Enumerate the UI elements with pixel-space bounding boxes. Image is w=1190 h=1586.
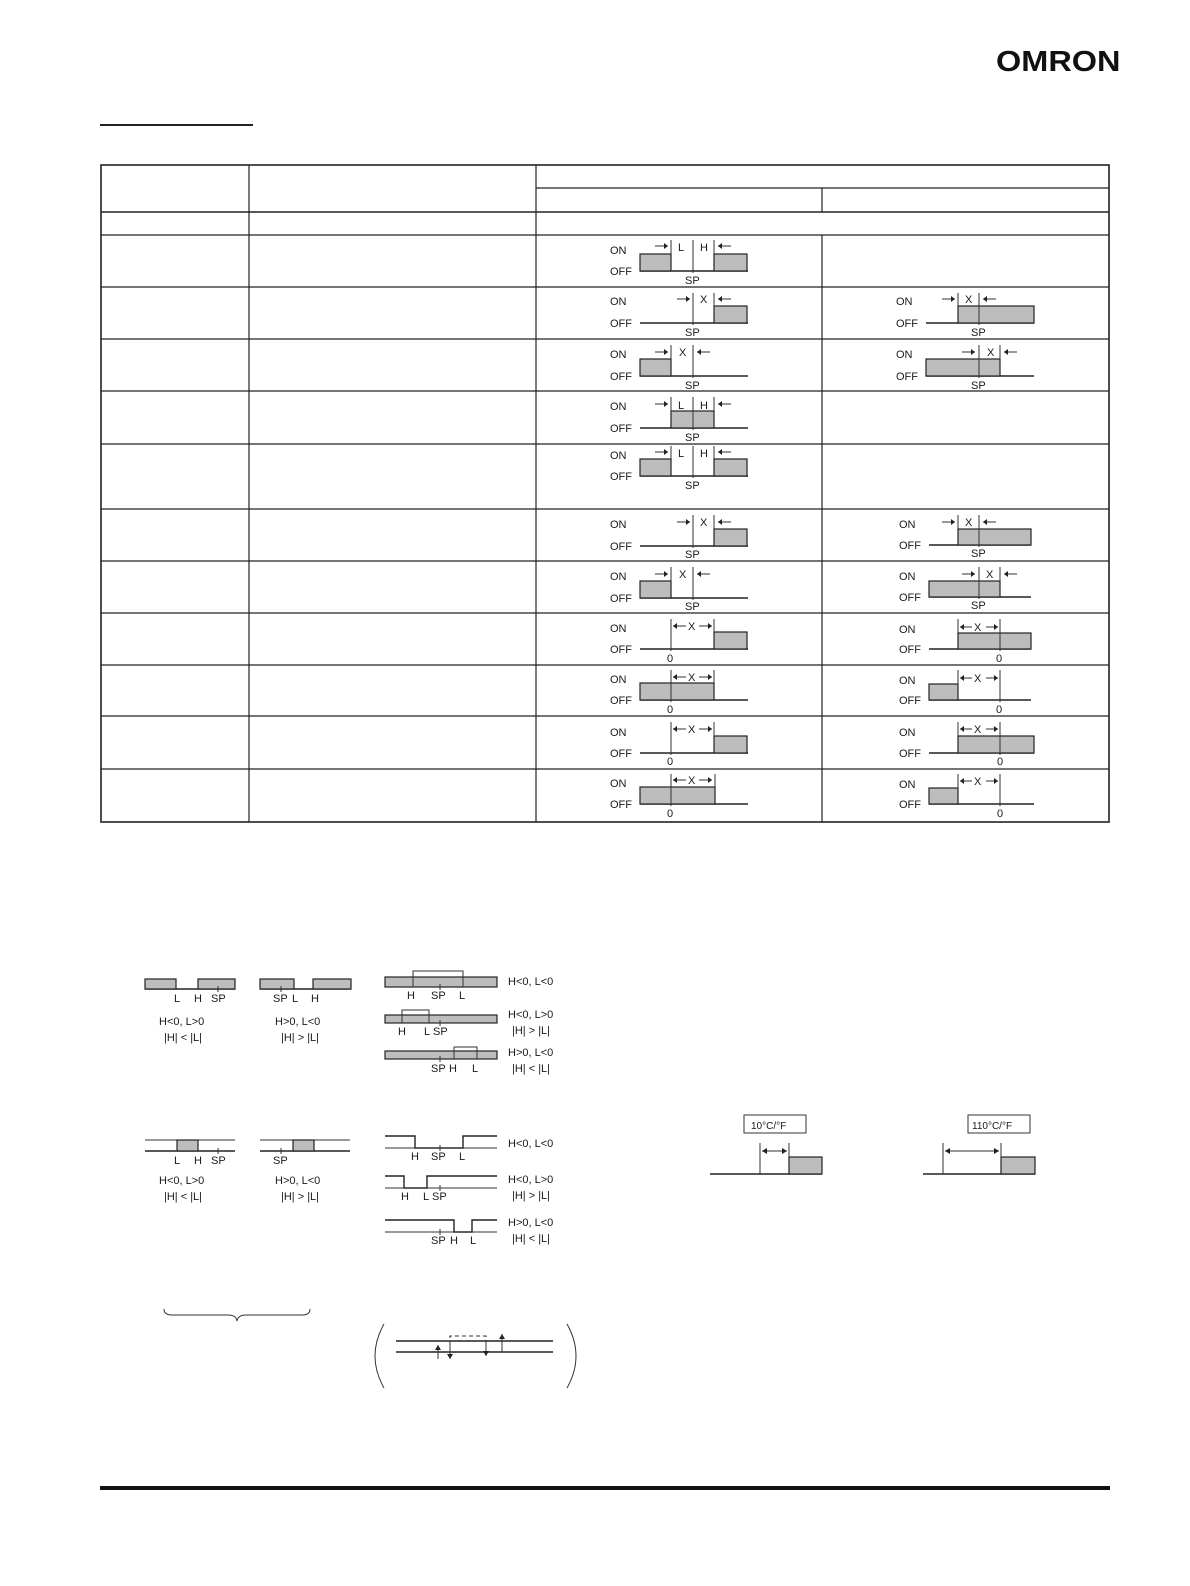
svg-text:SP: SP bbox=[273, 993, 288, 1005]
svg-text:H>0, L<0: H>0, L<0 bbox=[508, 1217, 554, 1229]
svg-text:X: X bbox=[965, 517, 973, 529]
svg-text:OFF: OFF bbox=[899, 695, 921, 707]
svg-text:|H| > |L|: |H| > |L| bbox=[281, 1191, 320, 1203]
svg-text:H: H bbox=[311, 993, 319, 1005]
svg-text:SP: SP bbox=[971, 380, 986, 392]
svg-text:0: 0 bbox=[996, 704, 1003, 716]
svg-text:X: X bbox=[700, 517, 708, 529]
waveform-row6-positive bbox=[610, 515, 748, 561]
svg-text:H: H bbox=[194, 993, 202, 1005]
svg-text:ON: ON bbox=[610, 349, 627, 361]
svg-text:H<0, L>0: H<0, L>0 bbox=[508, 1174, 554, 1186]
svg-text:L: L bbox=[174, 993, 181, 1005]
svg-text:0: 0 bbox=[667, 704, 674, 716]
svg-text:OFF: OFF bbox=[610, 799, 632, 811]
svg-text:L: L bbox=[459, 990, 466, 1002]
svg-text:SP: SP bbox=[211, 1155, 226, 1167]
svg-text:ON: ON bbox=[896, 349, 913, 361]
svg-text:X: X bbox=[974, 622, 982, 634]
svg-text:OFF: OFF bbox=[899, 799, 921, 811]
svg-text:X: X bbox=[974, 673, 982, 685]
svg-text:OFF: OFF bbox=[610, 371, 632, 383]
setting-example-1 bbox=[710, 1115, 822, 1174]
example-b5 bbox=[385, 1217, 553, 1247]
svg-text:OFF: OFF bbox=[610, 695, 632, 707]
svg-text:H: H bbox=[411, 1151, 419, 1163]
svg-text:ON: ON bbox=[899, 727, 916, 739]
svg-text:OFF: OFF bbox=[610, 748, 632, 760]
svg-text:ON: ON bbox=[610, 727, 627, 739]
svg-text:L: L bbox=[678, 242, 685, 254]
svg-text:OFF: OFF bbox=[610, 318, 632, 330]
svg-text:X: X bbox=[688, 775, 696, 787]
waveform-row9-negative bbox=[899, 670, 1031, 716]
svg-text:H: H bbox=[449, 1063, 457, 1075]
waveform-row3-negative bbox=[896, 345, 1034, 392]
svg-text:ON: ON bbox=[899, 519, 916, 531]
svg-text:X: X bbox=[679, 569, 687, 581]
svg-text:ON: ON bbox=[899, 675, 916, 687]
svg-text:SP: SP bbox=[685, 601, 700, 613]
svg-text:H>0, L<0: H>0, L<0 bbox=[508, 1047, 554, 1059]
svg-text:H<0, L<0: H<0, L<0 bbox=[508, 1138, 554, 1150]
svg-text:SP: SP bbox=[433, 1026, 448, 1038]
svg-text:|H| < |L|: |H| < |L| bbox=[164, 1032, 203, 1044]
svg-text:|H| < |L|: |H| < |L| bbox=[512, 1063, 551, 1075]
waveform-row10-negative bbox=[899, 722, 1034, 768]
svg-text:OFF: OFF bbox=[610, 541, 632, 553]
svg-text:ON: ON bbox=[899, 624, 916, 636]
svg-text:ON: ON bbox=[610, 296, 627, 308]
waveform-row11-positive bbox=[610, 774, 748, 820]
omron-logo: OMRON bbox=[996, 46, 1121, 78]
brace-shape bbox=[164, 1309, 310, 1321]
svg-text:X: X bbox=[688, 621, 696, 633]
svg-text:ON: ON bbox=[610, 245, 627, 257]
svg-text:OFF: OFF bbox=[896, 318, 918, 330]
waveform-row1-positive bbox=[610, 240, 748, 287]
svg-text:OFF: OFF bbox=[899, 644, 921, 656]
example-a2 bbox=[260, 979, 351, 1044]
waveform-row4-positive bbox=[610, 397, 748, 444]
svg-text:ON: ON bbox=[896, 296, 913, 308]
waveform-row7-negative bbox=[899, 567, 1031, 612]
svg-text:0: 0 bbox=[996, 653, 1003, 665]
svg-text:OFF: OFF bbox=[610, 593, 632, 605]
svg-text:H>0, L<0: H>0, L<0 bbox=[275, 1175, 321, 1187]
svg-text:X: X bbox=[688, 672, 696, 684]
svg-text:ON: ON bbox=[610, 519, 627, 531]
waveform-row10-positive bbox=[610, 722, 748, 768]
svg-text:SP: SP bbox=[971, 327, 986, 339]
svg-text:H>0, L<0: H>0, L<0 bbox=[275, 1016, 321, 1028]
svg-text:H: H bbox=[450, 1235, 458, 1247]
example-b1 bbox=[145, 1140, 235, 1203]
svg-text:L: L bbox=[678, 400, 685, 412]
svg-text:H: H bbox=[700, 242, 708, 254]
waveform-row11-negative bbox=[899, 774, 1034, 820]
svg-text:SP: SP bbox=[971, 600, 986, 612]
svg-text:0: 0 bbox=[667, 808, 674, 820]
svg-text:X: X bbox=[987, 347, 995, 359]
svg-text:ON: ON bbox=[899, 779, 916, 791]
svg-text:SP: SP bbox=[685, 432, 700, 444]
svg-text:OFF: OFF bbox=[899, 592, 921, 604]
svg-text:L: L bbox=[174, 1155, 181, 1167]
svg-text:H: H bbox=[398, 1026, 406, 1038]
svg-text:H: H bbox=[700, 448, 708, 460]
svg-text:OFF: OFF bbox=[899, 540, 921, 552]
svg-text:SP: SP bbox=[431, 1235, 446, 1247]
svg-text:L: L bbox=[472, 1063, 479, 1075]
waveform-row3-positive bbox=[610, 345, 748, 392]
svg-text:ON: ON bbox=[610, 623, 627, 635]
svg-text:|H| > |L|: |H| > |L| bbox=[281, 1032, 320, 1044]
svg-text:0: 0 bbox=[667, 653, 674, 665]
svg-text:L: L bbox=[424, 1026, 431, 1038]
svg-text:SP: SP bbox=[685, 380, 700, 392]
example-a4 bbox=[385, 1009, 553, 1038]
svg-text:OFF: OFF bbox=[610, 644, 632, 656]
svg-text:ON: ON bbox=[610, 571, 627, 583]
footer-rule bbox=[100, 1486, 1110, 1490]
svg-text:L: L bbox=[678, 448, 685, 460]
svg-text:H<0, L>0: H<0, L>0 bbox=[508, 1009, 554, 1021]
example-b3 bbox=[385, 1136, 553, 1163]
svg-text:L: L bbox=[423, 1191, 430, 1203]
svg-text:X: X bbox=[688, 724, 696, 736]
svg-text:X: X bbox=[974, 776, 982, 788]
waveform-row2-positive bbox=[610, 293, 748, 339]
svg-text:H<0, L>0: H<0, L>0 bbox=[159, 1175, 205, 1187]
example-a1 bbox=[145, 979, 235, 1044]
waveform-row7-positive bbox=[610, 567, 748, 613]
svg-text:|H| > |L|: |H| > |L| bbox=[512, 1025, 551, 1037]
svg-text:SP: SP bbox=[971, 548, 986, 560]
svg-text:ON: ON bbox=[610, 778, 627, 790]
example-a3 bbox=[385, 971, 553, 1002]
example-a5 bbox=[385, 1047, 553, 1075]
svg-text:SP: SP bbox=[431, 1151, 446, 1163]
svg-text:X: X bbox=[965, 294, 973, 306]
svg-text:|H| > |L|: |H| > |L| bbox=[512, 1190, 551, 1202]
svg-text:L: L bbox=[292, 993, 299, 1005]
waveform-row2-negative bbox=[896, 293, 1034, 339]
svg-text:H: H bbox=[194, 1155, 202, 1167]
svg-text:SP: SP bbox=[685, 549, 700, 561]
svg-text:SP: SP bbox=[685, 275, 700, 287]
svg-text:H: H bbox=[401, 1191, 409, 1203]
waveform-row8-negative bbox=[899, 619, 1031, 665]
example-b4 bbox=[385, 1174, 553, 1203]
svg-text:0: 0 bbox=[667, 756, 674, 768]
svg-text:OFF: OFF bbox=[896, 371, 918, 383]
svg-text:SP: SP bbox=[273, 1155, 288, 1167]
svg-text:L: L bbox=[459, 1151, 466, 1163]
waveform-row8-positive bbox=[610, 619, 748, 665]
svg-text:|H| < |L|: |H| < |L| bbox=[164, 1191, 203, 1203]
svg-text:X: X bbox=[700, 294, 708, 306]
svg-text:SP: SP bbox=[685, 480, 700, 492]
svg-text:L: L bbox=[470, 1235, 477, 1247]
svg-text:H<0, L<0: H<0, L<0 bbox=[508, 976, 554, 988]
setting-examples bbox=[700, 1105, 1120, 1205]
svg-text:SP: SP bbox=[431, 1063, 446, 1075]
waveform-row5-positive bbox=[610, 446, 748, 492]
svg-text:X: X bbox=[679, 347, 687, 359]
svg-text:SP: SP bbox=[431, 990, 446, 1002]
svg-text:H<0, L>0: H<0, L>0 bbox=[159, 1016, 205, 1028]
svg-text:ON: ON bbox=[610, 674, 627, 686]
hysteresis-examples bbox=[0, 950, 620, 1420]
setting-example-2 bbox=[923, 1115, 1035, 1174]
hysteresis-bracket-diagram bbox=[375, 1324, 576, 1388]
svg-text:10°C/°F: 10°C/°F bbox=[751, 1121, 787, 1132]
svg-text:OFF: OFF bbox=[610, 423, 632, 435]
svg-text:ON: ON bbox=[610, 450, 627, 462]
svg-text:H: H bbox=[700, 400, 708, 412]
svg-text:ON: ON bbox=[899, 571, 916, 583]
example-b2 bbox=[260, 1140, 350, 1203]
svg-text:X: X bbox=[986, 569, 994, 581]
svg-text:0: 0 bbox=[997, 756, 1004, 768]
svg-text:OFF: OFF bbox=[610, 266, 632, 278]
svg-text:|H| < |L|: |H| < |L| bbox=[512, 1233, 551, 1245]
svg-text:SP: SP bbox=[432, 1191, 447, 1203]
svg-text:0: 0 bbox=[997, 808, 1004, 820]
svg-text:X: X bbox=[974, 724, 982, 736]
svg-text:ON: ON bbox=[610, 401, 627, 413]
waveform-row9-positive bbox=[610, 670, 748, 716]
waveform-row6-negative bbox=[899, 515, 1031, 560]
svg-text:110°C/°F: 110°C/°F bbox=[972, 1121, 1013, 1132]
svg-text:SP: SP bbox=[211, 993, 226, 1005]
svg-text:H: H bbox=[407, 990, 415, 1002]
svg-text:SP: SP bbox=[685, 327, 700, 339]
svg-text:OFF: OFF bbox=[899, 748, 921, 760]
svg-text:OFF: OFF bbox=[610, 471, 632, 483]
